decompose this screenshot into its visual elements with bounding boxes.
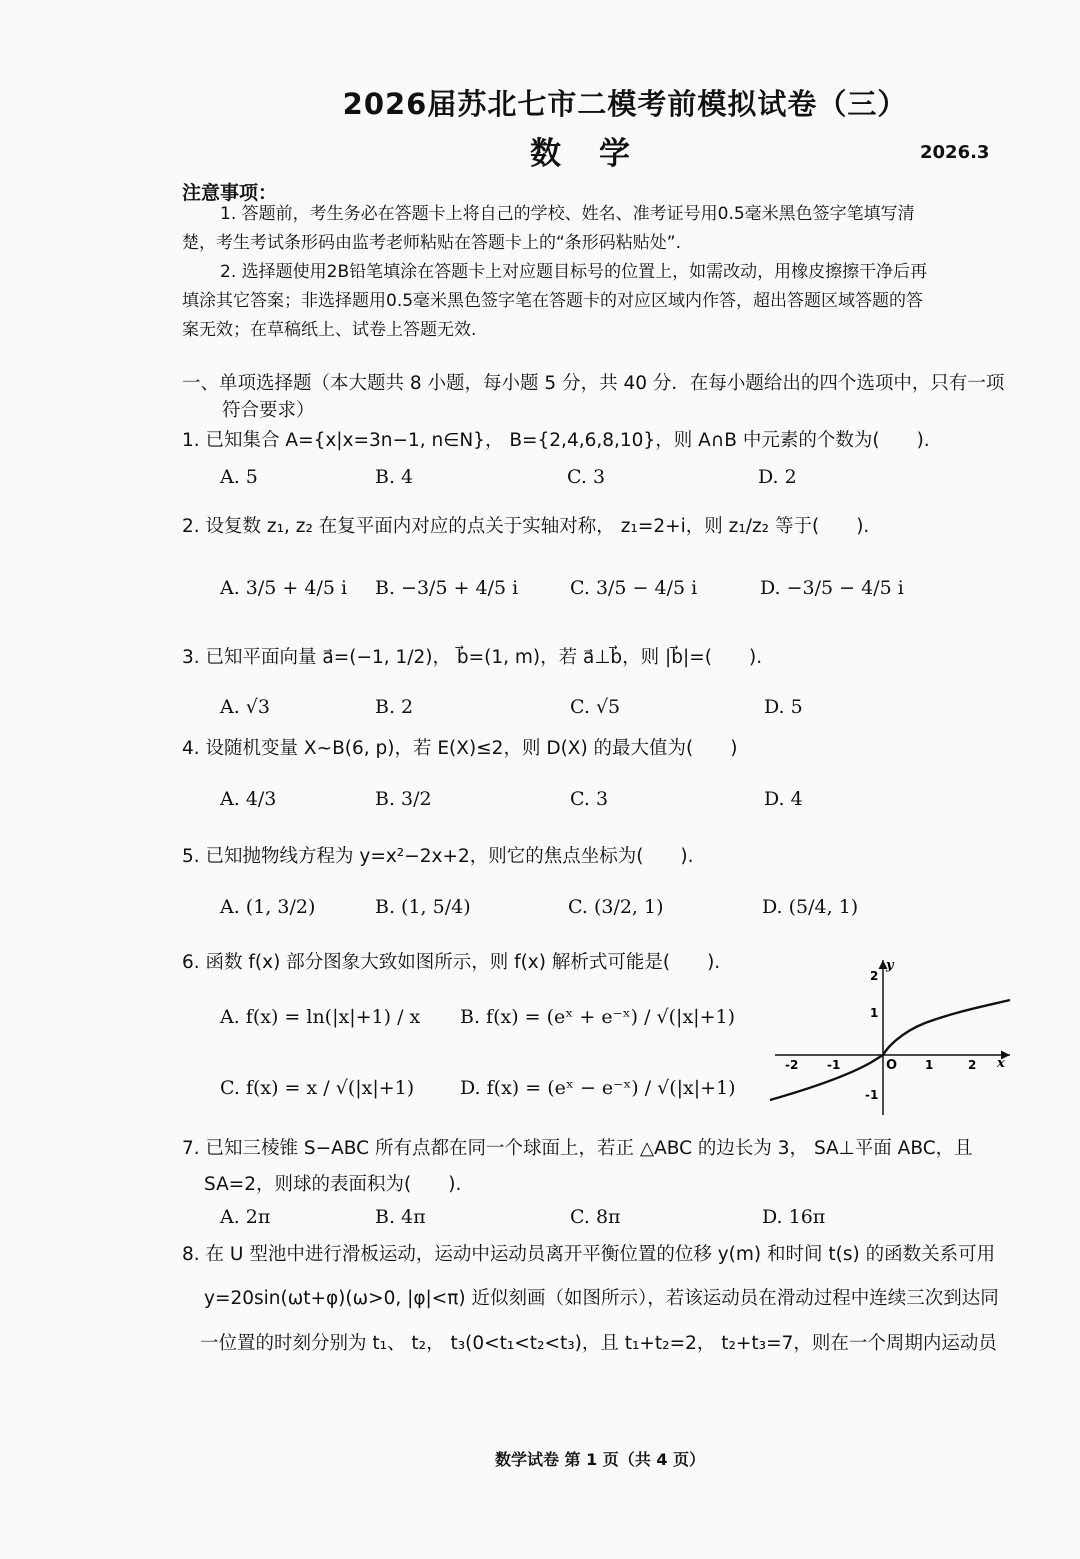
question-8-stem-line-3: 一位置的时刻分别为 t₁、 t₂， t₃(0<t₁<t₂<t₃)，且 t₁+t₂=2， t₂+t₃=7，则在一个周期内运动员: [200, 1333, 997, 1354]
question-3-option-d: D. 5: [764, 696, 803, 718]
notice-heading: 注意事项：: [182, 182, 278, 204]
question-3-option-c: C. √5: [570, 696, 621, 718]
function-curve: [770, 1000, 1010, 1100]
question-4-option-c: C. 3: [570, 788, 609, 810]
question-5-stem: 5. 已知抛物线方程为 y=x²−2x+2，则它的焦点坐标为( ).: [182, 846, 694, 867]
question-8-stem-line-1: 8. 在 U 型池中进行滑板运动，运动中运动员离开平衡位置的位移 y(m) 和时间 t(s) 的函数关系可用: [182, 1244, 996, 1265]
question-2-option-d: D. −3/5 − 4/5 i: [760, 577, 904, 599]
x-tick-neg2: -2: [785, 1058, 799, 1072]
question-5-option-c: C. (3/2, 1): [568, 896, 664, 918]
question-7-stem-line-2: SA=2，则球的表面积为( ).: [204, 1174, 462, 1195]
subject-title: 数学: [530, 136, 668, 172]
section-1-heading-cont: 符合要求）: [222, 400, 315, 421]
question-2-option-c: C. 3/5 − 4/5 i: [570, 577, 698, 599]
y-tick-neg1: -1: [865, 1088, 879, 1102]
x-tick-1: 1: [925, 1058, 934, 1072]
question-6-stem: 6. 函数 f(x) 部分图象大致如图所示，则 f(x) 解析式可能是( ).: [182, 952, 721, 973]
question-6-option-d: D. f(x) = (eˣ − e⁻ˣ) / √(|x|+1): [460, 1077, 736, 1099]
notice-item-1-line-1: 1. 答题前，考生务必在答题卡上将自己的学校、姓名、准考证号用0.5毫米黑色签字笔填写清: [220, 204, 915, 224]
exam-title: 2026届苏北七市二模考前模拟试卷（三）: [342, 87, 908, 121]
question-4-option-d: D. 4: [764, 788, 803, 810]
question-1-stem: 1. 已知集合 A={x|x=3n−1, n∈N}， B={2,4,6,8,10}，则 A∩B 中元素的个数为( ).: [182, 430, 930, 451]
question-5-option-b: B. (1, 5/4): [375, 896, 471, 918]
question-3-stem: 3. 已知平面向量 a⃗=(−1, 1/2)， b⃗=(1, m)，若 a⃗⊥b⃗，则 |b⃗|=( ).: [182, 647, 763, 668]
notice-item-1-line-2: 楚，考生考试条形码由监考老师粘贴在答题卡上的“条形码粘贴处”.: [182, 233, 682, 253]
question-1-option-d: D. 2: [758, 466, 797, 488]
question-7-option-d: D. 16π: [762, 1206, 826, 1228]
question-4-option-a: A. 4/3: [220, 788, 277, 810]
x-tick-2: 2: [968, 1058, 977, 1072]
question-7-option-b: B. 4π: [375, 1206, 426, 1228]
question-2-option-b: B. −3/5 + 4/5 i: [375, 577, 519, 599]
notice-item-2-line-1: 2. 选择题使用2B铅笔填涂在答题卡上对应题目标号的位置上，如需改动，用橡皮擦擦干净后再: [220, 262, 928, 282]
page-footer: 数学试卷 第 1 页（共 4 页）: [494, 1450, 706, 1469]
section-1-heading: 一、单项选择题（本大题共 8 小题，每小题 5 分，共 40 分．在每小题给出的四个选项中，只有一项: [182, 373, 1005, 394]
question-3-option-b: B. 2: [375, 696, 414, 718]
y-axis-label: y: [886, 958, 894, 973]
exam-date: 2026.3: [920, 142, 990, 163]
question-4-option-b: B. 3/2: [375, 788, 432, 810]
question-6-option-c: C. f(x) = x / √(|x|+1): [220, 1077, 415, 1099]
question-2-option-a: A. 3/5 + 4/5 i: [220, 577, 348, 599]
notice-item-2-line-2: 填涂其它答案；非选择题用0.5毫米黑色签字笔在答题卡的对应区域内作答，超出答题区域答题的答: [182, 291, 924, 311]
x-tick-neg1: -1: [827, 1058, 841, 1072]
question-3-option-a: A. √3: [220, 696, 270, 718]
question-8-stem-line-2: y=20sin(ωt+φ)(ω>0, |φ|<π) 近似刻画（如图所示），若该运动员在滑动过程中连续三次到达同: [204, 1288, 999, 1309]
question-7-option-a: A. 2π: [220, 1206, 271, 1228]
function-graph: [765, 955, 1015, 1120]
y-tick-1: 1: [870, 1006, 879, 1020]
notice-item-2-line-3: 案无效；在草稿纸上、试卷上答题无效.: [182, 320, 477, 340]
question-7-option-c: C. 8π: [570, 1206, 621, 1228]
question-1-option-c: C. 3: [567, 466, 606, 488]
question-1-option-b: B. 4: [375, 466, 414, 488]
x-axis-label: x: [997, 1056, 1005, 1071]
origin-label: O: [886, 1058, 898, 1073]
question-5-option-d: D. (5/4, 1): [762, 896, 859, 918]
y-tick-2: 2: [870, 969, 879, 983]
question-1-option-a: A. 5: [220, 466, 258, 488]
question-6-option-a: A. f(x) = ln(|x|+1) / x: [220, 1006, 421, 1028]
question-4-stem: 4. 设随机变量 X~B(6, p)，若 E(X)≤2，则 D(X) 的最大值为( ): [182, 738, 738, 759]
question-5-option-a: A. (1, 3/2): [220, 896, 316, 918]
question-2-stem: 2. 设复数 z₁, z₂ 在复平面内对应的点关于实轴对称， z₁=2+i，则 z₁/z₂ 等于( ).: [182, 516, 870, 537]
question-6-option-b: B. f(x) = (eˣ + e⁻ˣ) / √(|x|+1): [460, 1006, 735, 1028]
question-7-stem-line-1: 7. 已知三棱锥 S−ABC 所有点都在同一个球面上，若正 △ABC 的边长为 3， SA⊥平面 ABC，且: [182, 1138, 973, 1159]
